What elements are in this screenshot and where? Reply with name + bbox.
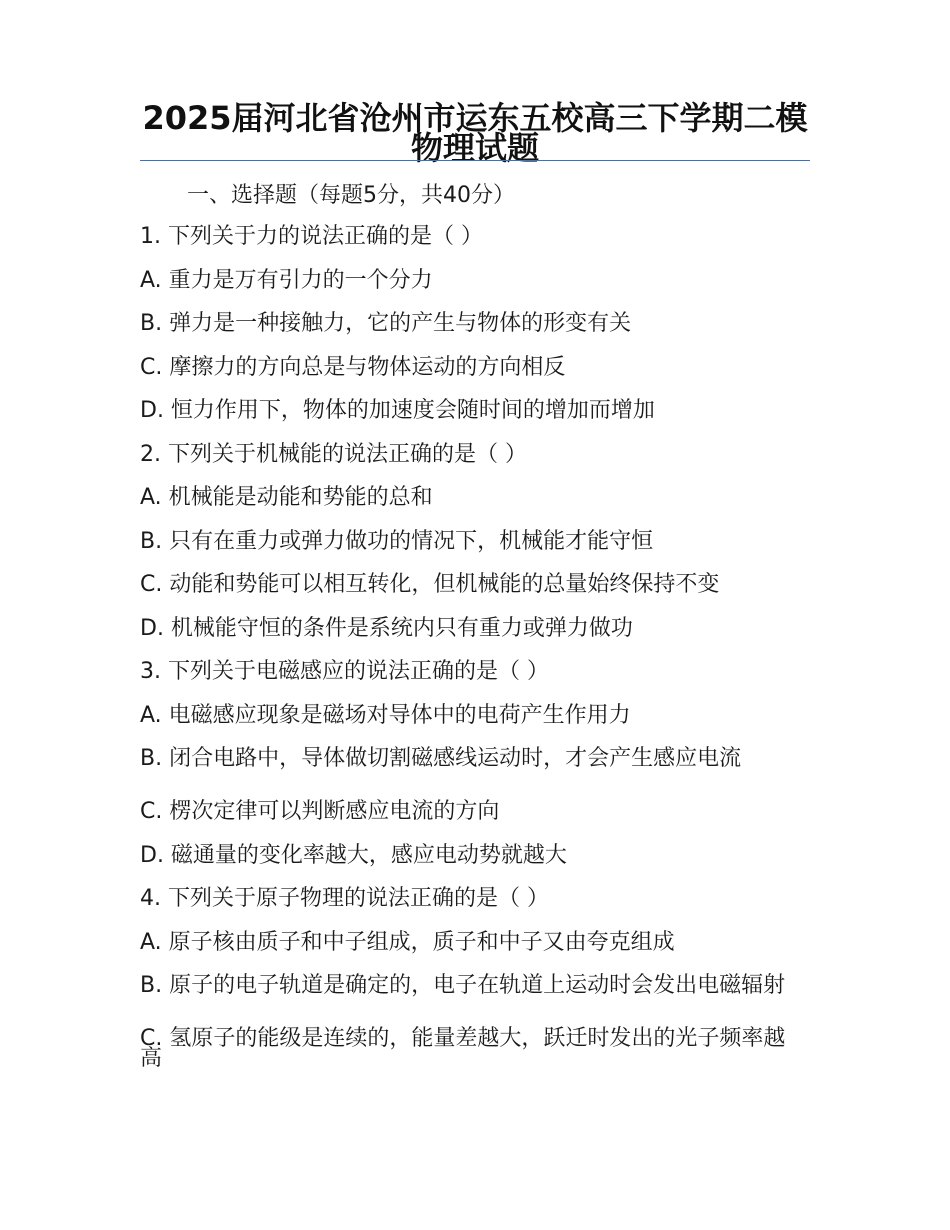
question-2-option-b: B. 只有在重力或弹力做功的情况下，机械能才能守恒 bbox=[140, 528, 654, 554]
question-2-option-d: D. 机械能守恒的条件是系统内只有重力或弹力做功 bbox=[140, 615, 633, 641]
question-1-option-b: B. 弹力是一种接触力，它的产生与物体的形变有关 bbox=[140, 311, 632, 336]
question-3-option-d: D. 磁通量的变化率越大，感应电动势就越大 bbox=[140, 842, 567, 868]
question-1-option-d: D. 恒力作用下，物体的加速度会随时间的增加而增加 bbox=[140, 398, 655, 423]
question-2-stem: 2. 下列关于机械能的说法正确的是（ ） bbox=[140, 441, 527, 467]
question-2-option-a: A. 机械能是动能和势能的总和 bbox=[140, 485, 433, 510]
question-1-option-a: A. 重力是万有引力的一个分力 bbox=[140, 267, 433, 293]
title-underline bbox=[140, 160, 810, 161]
question-4-option-a: A. 原子核由质子和中子组成，质子和中子又由夸克组成 bbox=[140, 929, 675, 955]
document-title: 2025届河北省沧州市运东五校高三下学期二模物理试题 bbox=[142, 99, 808, 167]
question-4-option-c: C. 氢原子的能级是连续的，能量差越大，跃迁时发出的光子频率越高 bbox=[140, 1026, 786, 1071]
question-list bbox=[140, 223, 805, 1078]
question-3-option-a: A. 电磁感应现象是磁场对导体中的电荷产生作用力 bbox=[140, 702, 631, 728]
question-4-stem: 4. 下列关于原子物理的说法正确的是（ ） bbox=[140, 886, 549, 911]
section-heading: 一、选择题（每题5分，共40分） bbox=[187, 183, 515, 208]
question-3-option-c: C. 楞次定律可以判断感应电流的方向 bbox=[140, 799, 500, 824]
question-3-stem: 3. 下列关于电磁感应的说法正确的是（ ） bbox=[140, 659, 549, 684]
question-1-option-c: C. 摩擦力的方向总是与物体运动的方向相反 bbox=[140, 354, 566, 380]
question-1-stem: 1. 下列关于力的说法正确的是（ ） bbox=[140, 224, 483, 249]
question-4-option-b: B. 原子的电子轨道是确定的，电子在轨道上运动时会发出电磁辐射 bbox=[140, 973, 786, 998]
question-2-option-c: C. 动能和势能可以相互转化，但机械能的总量始终保持不变 bbox=[140, 572, 720, 597]
question-3-option-b: B. 闭合电路中，导体做切割磁感线运动时，才会产生感应电流 bbox=[140, 746, 742, 771]
